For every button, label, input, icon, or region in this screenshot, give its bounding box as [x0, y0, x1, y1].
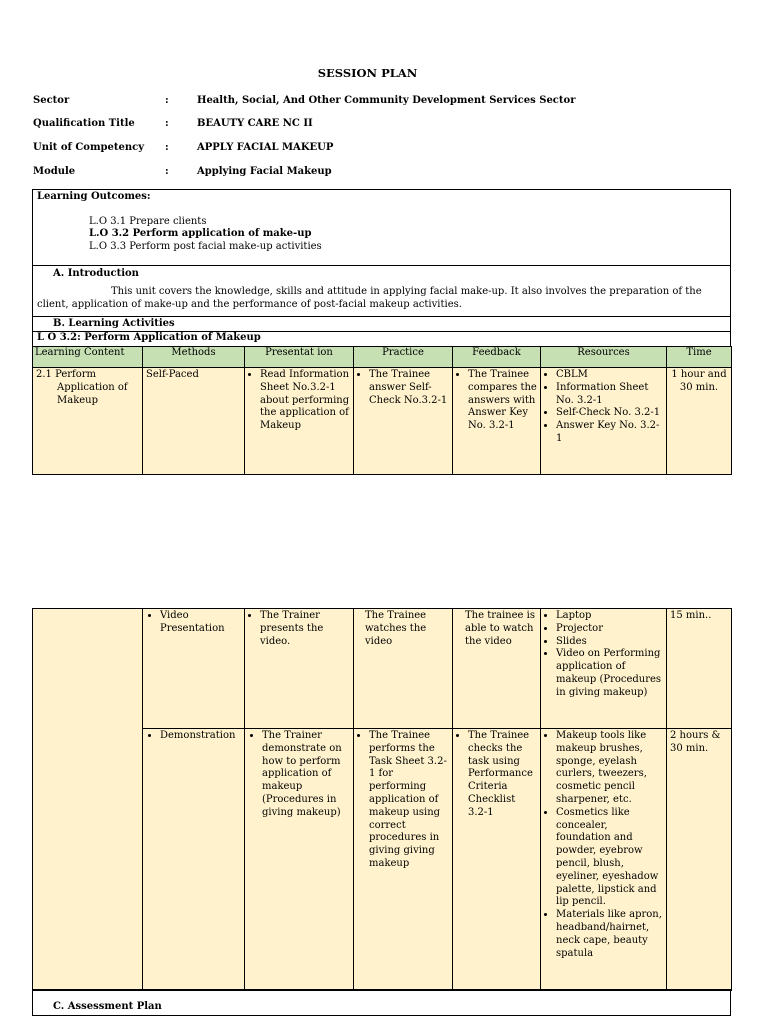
list-item: • The Trainee performs the Task Sheet 3.2-1 for performing application of makeup using correct procedures in giving giving makeup — [369, 730, 449, 871]
resources-cell — [541, 729, 667, 991]
assessment-plan-box — [32, 989, 731, 1016]
meta-sep: : — [165, 142, 169, 153]
learning-outcomes-heading: Learning Outcomes: — [37, 191, 151, 202]
lo-item: L.O 3.2 Perform application of make-up — [89, 228, 312, 239]
list-item: • Cosmetics like concealer, foundation and powder, eyebrow pencil, blush, eyeliner, eyeshadow palette, lipstick and lip pencil. — [556, 807, 663, 909]
lo-item: L.O 3.3 Perform post facial make-up activities — [89, 241, 322, 252]
table-row — [33, 368, 732, 475]
meta-key: Qualification Title — [33, 118, 135, 129]
column-header: Presentat ion — [245, 347, 354, 368]
meta-sep: : — [165, 166, 169, 177]
meta-value: Health, Social, And Other Community Development Services Sector — [197, 95, 576, 106]
practice-cell — [354, 729, 453, 991]
lo-item: L.O 3.1 Prepare clients — [89, 216, 207, 227]
meta-key: Sector — [33, 95, 70, 106]
list-item: • Video on Performing application of makeup (Procedures in giving makeup) — [556, 648, 663, 699]
learning-content-cell — [33, 609, 143, 991]
column-header: Practice — [354, 347, 453, 368]
method-cell — [143, 729, 245, 991]
activities-table — [32, 346, 732, 475]
meta-key: Module — [33, 166, 76, 177]
table-header-row — [33, 347, 732, 368]
list-item: • Laptop — [556, 610, 663, 623]
list-item: • Materials like apron, headband/hairnet, neck cape, beauty spatula — [556, 909, 663, 960]
list-item: • The Trainer presents the video. — [260, 610, 350, 648]
learning-activities-header — [32, 316, 731, 332]
column-header: Learning Content — [33, 347, 143, 368]
introduction-heading: A. Introduction — [53, 268, 139, 279]
introduction-box — [32, 265, 731, 317]
resources-cell — [541, 368, 667, 475]
feedback-cell — [453, 368, 541, 475]
column-header: Feedback — [453, 347, 541, 368]
list-item: • The Trainee answer Self-Check No.3.2-1 — [369, 369, 449, 407]
list-item: • Video Presentation — [160, 610, 241, 636]
list-item: • Information Sheet No. 3.2-1 — [556, 382, 663, 408]
practice-cell — [354, 368, 453, 475]
learning-content-cell: 2.1 Perform Application of Makeup — [33, 368, 143, 475]
list-item: • CBLM — [556, 369, 663, 382]
time-cell: 2 hours & 30 min. — [667, 729, 732, 991]
meta-key: Unit of Competency — [33, 142, 145, 153]
list-item: • Slides — [556, 636, 663, 649]
time-cell: 15 min.. — [667, 609, 732, 729]
table-row — [33, 609, 732, 729]
resources-cell — [541, 609, 667, 729]
list-item: • The Trainee compares the answers with Answer Key No. 3.2-1 — [468, 369, 537, 433]
method-cell — [143, 609, 245, 729]
practice-cell: The Trainee watches the video — [354, 609, 453, 729]
list-item: • Read Information Sheet No.3.2-1 about performing the application of Makeup — [260, 369, 350, 433]
introduction-text: This unit covers the knowledge, skills and attitude in applying facial make-up. It also involves the preparation of the client, application of make-up and the performance of post-facial makeup activities. — [37, 286, 702, 310]
meta-value: Applying Facial Makeup — [197, 166, 332, 177]
meta-sep: : — [165, 118, 169, 129]
learning-activities-heading: B. Learning Activities — [53, 318, 175, 329]
column-header: Time — [667, 347, 732, 368]
meta-sep: : — [165, 95, 169, 106]
feedback-cell: The trainee is able to watch the video — [453, 609, 541, 729]
list-item: • The Trainer demonstrate on how to perform application of makeup (Procedures in giving makeup) — [262, 730, 350, 820]
learning-outcomes-box — [32, 189, 731, 266]
list-item: • Projector — [556, 623, 663, 636]
meta-value: APPLY FACIAL MAKEUP — [197, 142, 334, 153]
column-header: Resources — [541, 347, 667, 368]
activities-table-continued — [32, 608, 732, 991]
lo32-header — [32, 331, 731, 347]
presentation-cell — [245, 368, 354, 475]
column-header: Methods — [143, 347, 245, 368]
list-item: • The Trainee checks the task using Performance Criteria Checklist 3.2-1 — [468, 730, 537, 820]
presentation-cell — [245, 609, 354, 729]
meta-value: BEAUTY CARE NC II — [197, 118, 313, 129]
lo32-heading: L O 3.2: Perform Application of Makeup — [37, 332, 261, 343]
presentation-cell — [245, 729, 354, 991]
list-item: • Makeup tools like makeup brushes, sponge, eyelash curlers, tweezers, cosmetic pencil sharpener, etc. — [556, 730, 663, 807]
method-cell: Self-Paced — [143, 368, 245, 475]
list-item: • Demonstration — [160, 730, 241, 743]
page-title: SESSION PLAN — [317, 66, 418, 80]
list-item: • Answer Key No. 3.2-1 — [556, 420, 663, 446]
list-item: • Self-Check No. 3.2-1 — [556, 407, 663, 420]
assessment-plan-heading: C. Assessment Plan — [53, 1001, 162, 1012]
time-cell: 1 hour and 30 min. — [667, 368, 732, 475]
feedback-cell — [453, 729, 541, 991]
